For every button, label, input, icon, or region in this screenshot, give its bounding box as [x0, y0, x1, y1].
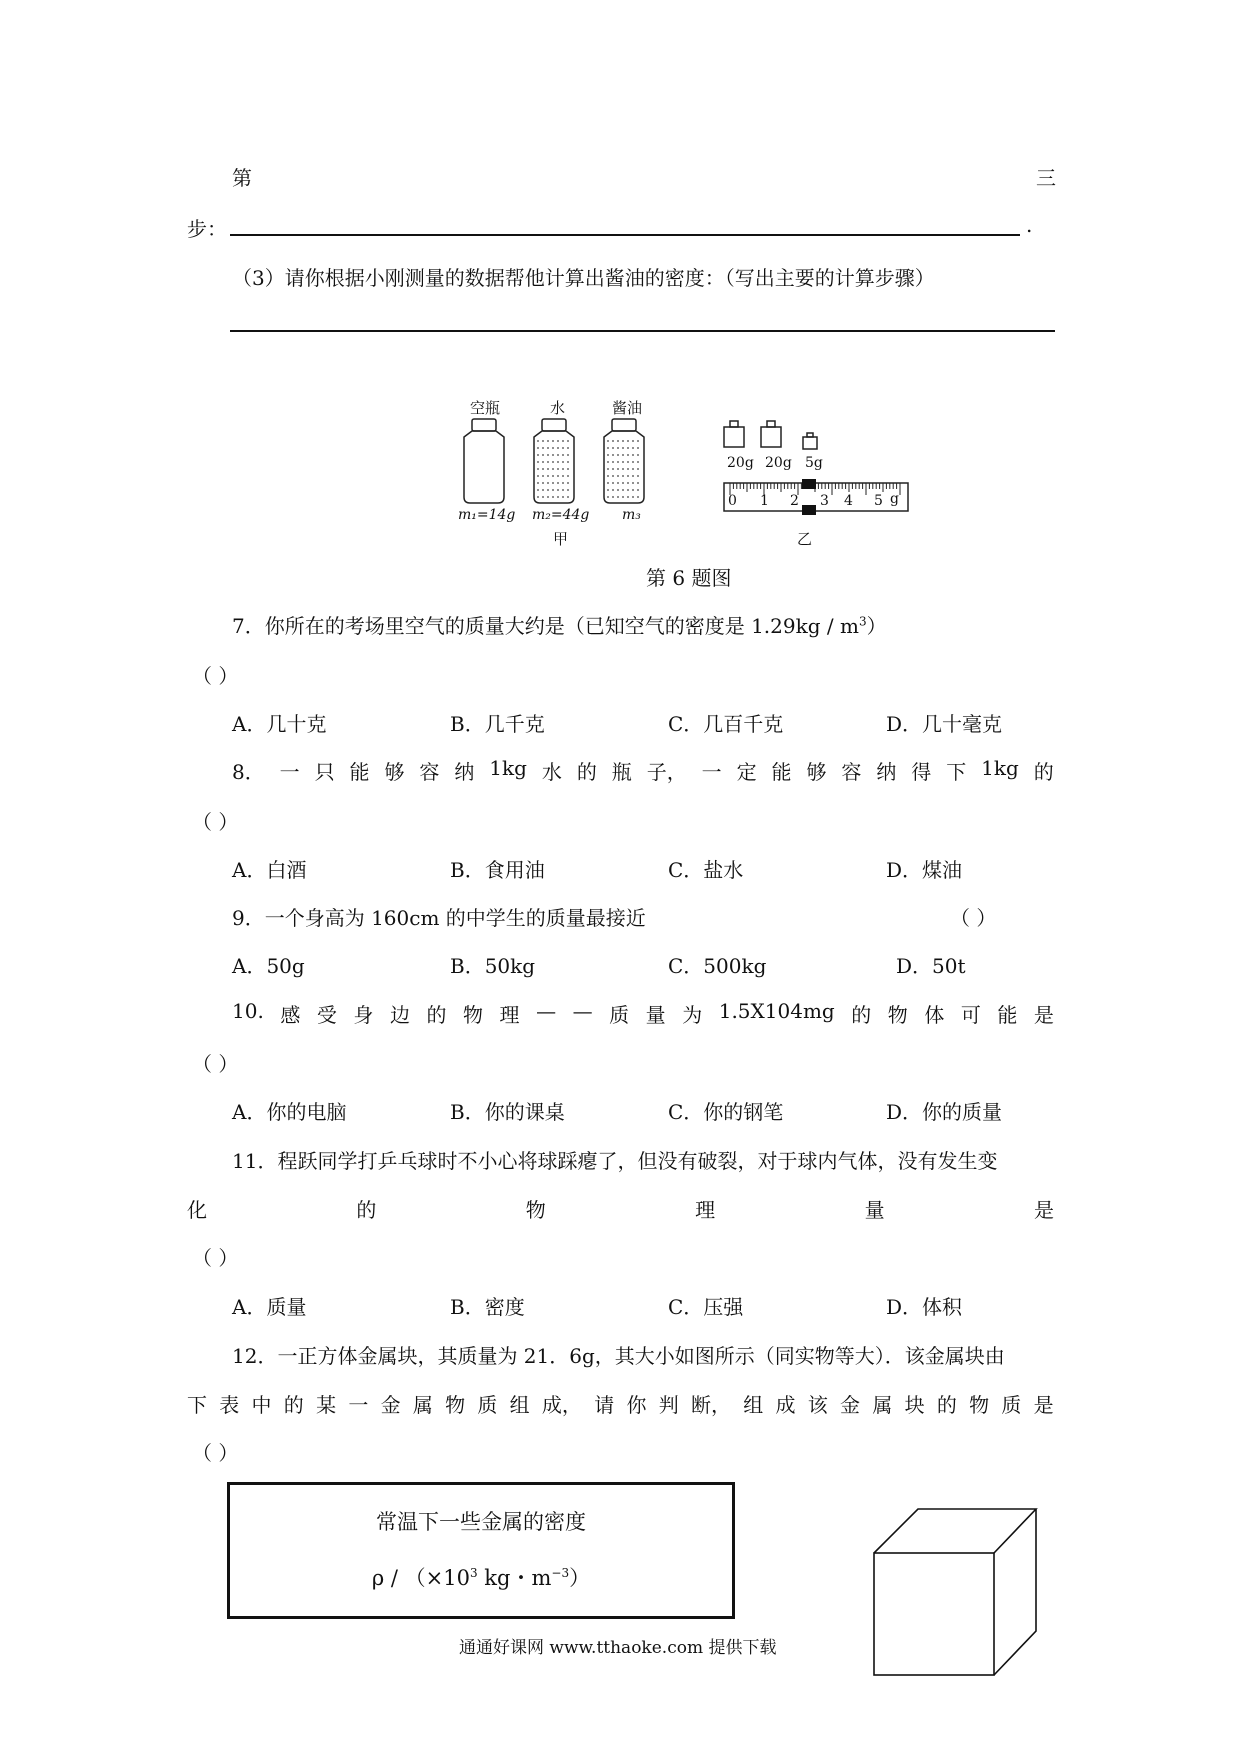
q8-stem-word: 的 — [576, 760, 597, 784]
q10-stem-word: 理 — [499, 1003, 520, 1027]
empty-bottle — [464, 419, 504, 503]
q11-stem-cont — [187, 1194, 1054, 1223]
q10-stem-word: 的 — [851, 1003, 872, 1027]
density-unit-sup1: 3 — [469, 1565, 478, 1580]
scale-num-0: 0 — [728, 493, 737, 509]
q11-stem-word: 量 — [864, 1198, 885, 1222]
q8-stem-word: 能 — [349, 760, 370, 784]
q12-stem-word: 质 — [477, 1393, 498, 1417]
density-unit-sup2: −3 — [551, 1565, 570, 1580]
q8-option-c: C．盐水 — [668, 858, 744, 882]
q10-stem-word: 受 — [316, 1003, 337, 1027]
q10-stem-word: 10. — [232, 999, 264, 1023]
q12-stem-word: 质 — [1001, 1393, 1022, 1417]
scale-num-2: 2 — [790, 493, 799, 509]
q11-option-c: C．压强 — [668, 1295, 744, 1319]
q10-stem-word: 身 — [353, 1003, 374, 1027]
q12-stem-word: 物 — [969, 1393, 990, 1417]
q11-stem-word: 是 — [1033, 1198, 1054, 1222]
jar-label-soy: 酱油 — [612, 399, 643, 417]
q12-stem-word: 的 — [283, 1393, 304, 1417]
weight-label-3: 5g — [805, 455, 823, 471]
q12-stem-word: 金 — [380, 1393, 401, 1417]
density-unit-suffix: ） — [569, 1565, 591, 1590]
q8-stem-word: 1kg — [981, 756, 1019, 780]
density-unit-prefix: ρ / （×10 — [371, 1565, 470, 1590]
q10-stem-word: 边 — [389, 1003, 410, 1027]
q8-stem — [232, 756, 1054, 785]
q8-stem-word: 一 — [701, 760, 722, 784]
q11-stem-word: 物 — [525, 1198, 546, 1222]
q7-stem — [232, 610, 887, 639]
scale-num-4: 4 — [844, 493, 853, 509]
scale-unit: g — [890, 491, 899, 507]
q7-option-c: C．几百千克 — [668, 712, 784, 736]
q12-stem-word: 块 — [904, 1393, 925, 1417]
q10-stem — [232, 999, 1054, 1028]
q12-stem-word: 某 — [316, 1393, 337, 1417]
q10-answer-paren: （ ） — [192, 1052, 239, 1076]
q9-option-a: A．50g — [232, 954, 305, 978]
q9-answer-paren: （ ） — [950, 906, 997, 930]
q7-stem-text: 7．你所在的考场里空气的质量大约是（已知空气的密度是 1.29kg / m — [232, 614, 859, 638]
scale-num-1: 1 — [760, 493, 769, 509]
q8-stem-word: 8． — [232, 760, 265, 784]
q8-stem-word: 定 — [736, 760, 757, 784]
q6-part3: （3）请你根据小刚测量的数据帮他计算出酱油的密度：（写出主要的计算步骤） — [232, 266, 935, 290]
soy-sauce-bottle — [604, 419, 644, 503]
q8-stem-word: 得 — [911, 760, 932, 784]
q12-stem-cont — [187, 1389, 1054, 1418]
q12-stem-word: 下 — [187, 1393, 207, 1417]
q12-stem-word: 表 — [219, 1393, 240, 1417]
q8-stem-word: 够 — [384, 760, 405, 784]
q12-stem-word: 属 — [412, 1393, 433, 1417]
q8-stem-word: 容 — [841, 760, 862, 784]
q8-stem-word: 一 — [279, 760, 300, 784]
density-unit-mid: kg・m — [477, 1565, 552, 1590]
mass-label-m3: m₃ — [622, 507, 641, 523]
q10-stem-word: — — [536, 999, 557, 1023]
page-footer: 通通好课网 www.tthaoke.com 提供下载 — [459, 1638, 777, 1658]
q7-stem-close: ） — [866, 614, 887, 638]
q10-stem-word: 为 — [682, 1003, 703, 1027]
q12-stem: 12．一正方体金属块，其质量为 21．6g，其大小如图所示（同实物等大）．该金属块由 — [232, 1344, 1005, 1368]
q11-stem: 11．程跃同学打乒乓球时不小心将球踩瘪了，但没有破裂，对于球内气体，没有发生变 — [232, 1149, 998, 1173]
metal-cube-figure — [870, 1505, 1040, 1680]
q12-stem-word: 成， — [541, 1393, 582, 1417]
q9-option-d: D．50t — [896, 954, 966, 978]
q12-stem-word: 成 — [775, 1393, 796, 1417]
q10-stem-word: 体 — [924, 1003, 945, 1027]
q6-part3-answer-line[interactable] — [230, 330, 1055, 332]
q12-stem-word: 是 — [1033, 1393, 1054, 1417]
q9-stem: 9．一个身高为 160cm 的中学生的质量最接近 — [232, 906, 646, 930]
q10-stem-word: 能 — [997, 1003, 1018, 1027]
q8-stem-word: 水 — [541, 760, 562, 784]
q8-answer-paren: （ ） — [192, 810, 239, 834]
q12-stem-word: 该 — [807, 1393, 828, 1417]
q8-stem-word: 的 — [1033, 760, 1054, 784]
scale-num-5: 5 — [874, 493, 883, 509]
step3-end-dot: . — [1026, 213, 1033, 237]
q12-stem-word: 属 — [872, 1393, 893, 1417]
weight-label-2: 20g — [765, 455, 792, 471]
mass-label-m1: m₁=14g — [458, 507, 516, 523]
density-table-unit — [229, 1549, 734, 1618]
q9-option-b: B．50kg — [450, 954, 536, 978]
q7-stem-sup: 3 — [858, 614, 867, 629]
figure-right-caption: 乙 — [797, 530, 813, 548]
q10-stem-word: 物 — [887, 1003, 908, 1027]
step3-label-cont: 步： — [187, 217, 227, 241]
q10-option-d: D．你的质量 — [886, 1100, 1003, 1124]
q8-option-d: D．煤油 — [886, 858, 963, 882]
q10-stem-word: — — [572, 999, 593, 1023]
q8-stem-word: 只 — [314, 760, 335, 784]
weight-20g-1 — [724, 421, 744, 447]
q8-stem-word: 纳 — [454, 760, 475, 784]
q11-option-a: A．质量 — [232, 1295, 307, 1319]
q12-stem-word: 你 — [626, 1393, 647, 1417]
step3-label-right: 三 — [1036, 166, 1056, 190]
q10-option-c: C．你的钢笔 — [668, 1100, 784, 1124]
step3-answer-line[interactable] — [230, 234, 1020, 236]
water-bottle — [534, 419, 574, 503]
q7-answer-paren: （ ） — [192, 664, 239, 688]
q12-stem-word: 金 — [840, 1393, 861, 1417]
q8-stem-word: 纳 — [876, 760, 897, 784]
q10-stem-word: 感 — [280, 1003, 301, 1027]
q12-stem-word: 组 — [743, 1393, 764, 1417]
q12-stem-word: 一 — [348, 1393, 369, 1417]
weight-label-1: 20g — [727, 455, 754, 471]
q8-stem-word: 容 — [419, 760, 440, 784]
q10-stem-word: 量 — [645, 1003, 666, 1027]
q7-option-b: B．几千克 — [450, 712, 545, 736]
q7-option-d: D．几十毫克 — [886, 712, 1003, 736]
figure-left-caption: 甲 — [553, 530, 569, 548]
q10-stem-word: 可 — [960, 1003, 981, 1027]
q10-stem-word: 是 — [1033, 1003, 1054, 1027]
jar-label-water: 水 — [550, 399, 566, 417]
jar-label-empty: 空瓶 — [470, 399, 501, 417]
q12-stem-word: 请 — [594, 1393, 615, 1417]
rider-top — [802, 479, 816, 489]
mass-label-m2: m₂=44g — [532, 507, 590, 523]
q8-stem-word: 下 — [946, 760, 967, 784]
rider-bottom — [802, 505, 816, 515]
q10-option-a: A．你的电脑 — [232, 1100, 347, 1124]
q12-stem-word: 中 — [251, 1393, 272, 1417]
q12-stem-word: 组 — [509, 1393, 530, 1417]
q11-option-b: B．密度 — [450, 1295, 525, 1319]
q8-stem-word: 够 — [806, 760, 827, 784]
q7-option-a: A．几十克 — [232, 712, 327, 736]
q10-stem-word: 质 — [609, 1003, 630, 1027]
q10-stem-word: 的 — [426, 1003, 447, 1027]
q9-option-c: C．500kg — [668, 954, 767, 978]
q10-option-b: B．你的课桌 — [450, 1100, 565, 1124]
density-table — [227, 1482, 735, 1619]
q12-stem-word: 判 — [658, 1393, 679, 1417]
q10-stem-word: 物 — [463, 1003, 483, 1027]
q11-option-d: D．体积 — [886, 1295, 963, 1319]
weight-20g-2 — [761, 421, 781, 447]
q8-stem-word: 能 — [771, 760, 792, 784]
q12-stem-word: 的 — [936, 1393, 957, 1417]
q8-stem-word: 瓶 — [611, 760, 632, 784]
step3-label-left: 第 — [232, 166, 252, 190]
q11-stem-word: 化 — [187, 1198, 207, 1222]
q8-option-a: A．白酒 — [232, 858, 307, 882]
density-table-title: 常温下一些金属的密度 — [376, 1510, 586, 1535]
q11-answer-paren: （ ） — [192, 1246, 239, 1270]
q8-stem-word: 子， — [646, 760, 687, 784]
q10-stem-word: 1.5X104mg — [718, 999, 835, 1023]
q8-stem-word: 1kg — [489, 756, 527, 780]
q11-stem-word: 的 — [356, 1198, 377, 1222]
figure-6-caption: 第 6 题图 — [646, 566, 732, 590]
q11-stem-word: 理 — [695, 1198, 716, 1222]
q12-stem-word: 物 — [445, 1393, 466, 1417]
q12-stem-word: 断， — [690, 1393, 731, 1417]
q12-answer-paren: （ ） — [192, 1441, 239, 1465]
scale-num-3: 3 — [820, 493, 829, 509]
q8-option-b: B．食用油 — [450, 858, 545, 882]
weight-5g — [803, 433, 817, 449]
